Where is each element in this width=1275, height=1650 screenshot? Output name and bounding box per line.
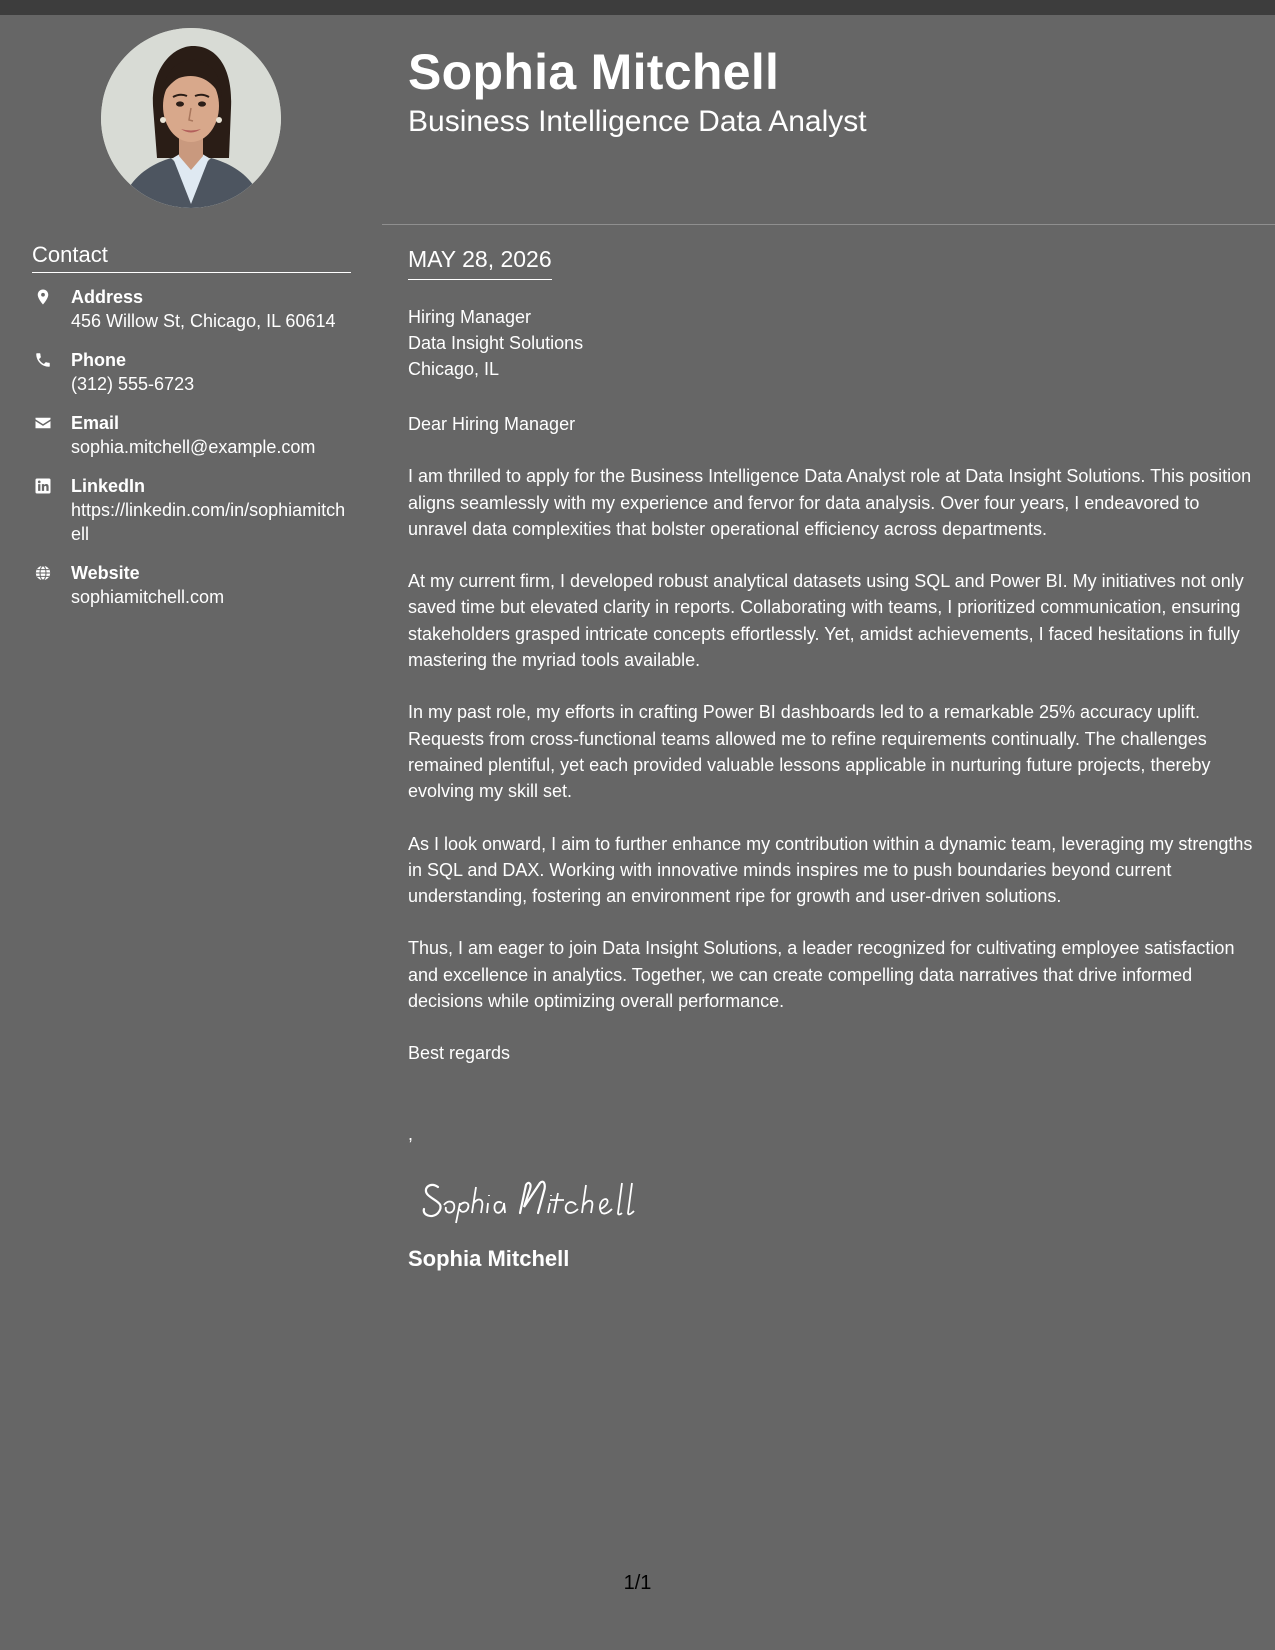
- contact-item-email: [32, 411, 352, 459]
- closing: Best regards: [408, 1043, 511, 1064]
- closing-comma: ,: [408, 1123, 414, 1144]
- avatar: [101, 28, 281, 208]
- linkedin-icon: [34, 477, 52, 495]
- contact-heading: Contact: [32, 241, 351, 273]
- contact-list: [32, 285, 352, 624]
- contact-label-address: Address: [71, 287, 144, 307]
- contact-item-phone: [32, 348, 352, 396]
- recipient-block: [408, 304, 1253, 382]
- page-number: 1/1: [623, 1572, 652, 1594]
- recipient-location: Chicago, IL: [408, 359, 500, 379]
- header-divider: [382, 224, 1275, 225]
- salutation: Dear Hiring Manager: [408, 414, 576, 434]
- cover-letter: [408, 244, 1253, 1273]
- recipient-title: Hiring Manager: [408, 307, 532, 327]
- body-paragraph: At my current firm, I developed robust analytical datasets using SQL and Power BI. My initiatives not only saved time but elevated clarity in reports. Collaborating with teams, I prioritized communication, ensuring stakeholders grasped intricate concepts effortlessly. Yet, amidst achievements, I faced hesitations in fully mastering the myriad tools available.: [408, 571, 1244, 671]
- contact-item-website: [32, 561, 352, 609]
- contact-item-linkedin: [32, 474, 352, 546]
- handwritten-signature: [416, 1167, 676, 1227]
- top-bar: [0, 0, 1275, 15]
- contact-value-phone: (312) 555-6723: [71, 374, 195, 394]
- contact-value-linkedin[interactable]: https://linkedin.com/in/sophiamitchell: [71, 500, 346, 544]
- contact-value-email[interactable]: sophia.mitchell@example.com: [71, 437, 316, 457]
- recipient-company: Data Insight Solutions: [408, 333, 584, 353]
- contact-value-website[interactable]: sophiamitchell.com: [71, 587, 225, 607]
- contact-label-linkedin: LinkedIn: [71, 476, 146, 496]
- map-pin-icon: [34, 288, 52, 306]
- applicant-name: Sophia Mitchell: [408, 44, 780, 100]
- job-title: Business Intelligence Data Analyst: [408, 105, 867, 138]
- body-paragraph: In my past role, my efforts in crafting Power BI dashboards led to a remarkable 25% accuracy uplift. Requests from cross-functional teams allowed me to refine requirements continually. The challenges remained plentiful, yet each provided valuable lessons applicable in nurturing future projects, thereby evolving my skill set.: [408, 702, 1211, 802]
- contact-label-website: Website: [71, 563, 140, 583]
- contact-item-address: [32, 285, 352, 333]
- sidebar: [0, 15, 382, 1650]
- body-paragraph: Thus, I am eager to join Data Insight Solutions, a leader recognized for cultivating employee satisfaction and excellence in analytics. Together, we can create compelling data narratives that drive informed decisions while optimizing overall performance.: [408, 938, 1235, 1012]
- body-paragraph: As I look onward, I aim to further enhance my contribution within a dynamic team, leveraging my strengths in SQL and DAX. Working with innovative minds inspires me to push boundaries beyond current understanding, fostering an environment ripe for growth and user-driven solutions.: [408, 833, 1253, 907]
- contact-value-address: 456 Willow St, Chicago, IL 60614: [71, 311, 336, 331]
- contact-label-phone: Phone: [71, 350, 127, 370]
- signer-name: Sophia Mitchell: [408, 1245, 570, 1271]
- contact-label-email: Email: [71, 413, 120, 433]
- envelope-icon: [34, 414, 52, 432]
- letter-date: MAY 28, 2026: [408, 244, 552, 280]
- body-paragraph: I am thrilled to apply for the Business Intelligence Data Analyst role at Data Insight Solutions. This position aligns seamlessly with my experience and fervor for data analysis. Over four years, I endeavored to unravel data complexities that bolster operational efficiency across departments.: [408, 466, 1252, 539]
- phone-icon: [34, 351, 52, 369]
- globe-icon: [34, 564, 52, 582]
